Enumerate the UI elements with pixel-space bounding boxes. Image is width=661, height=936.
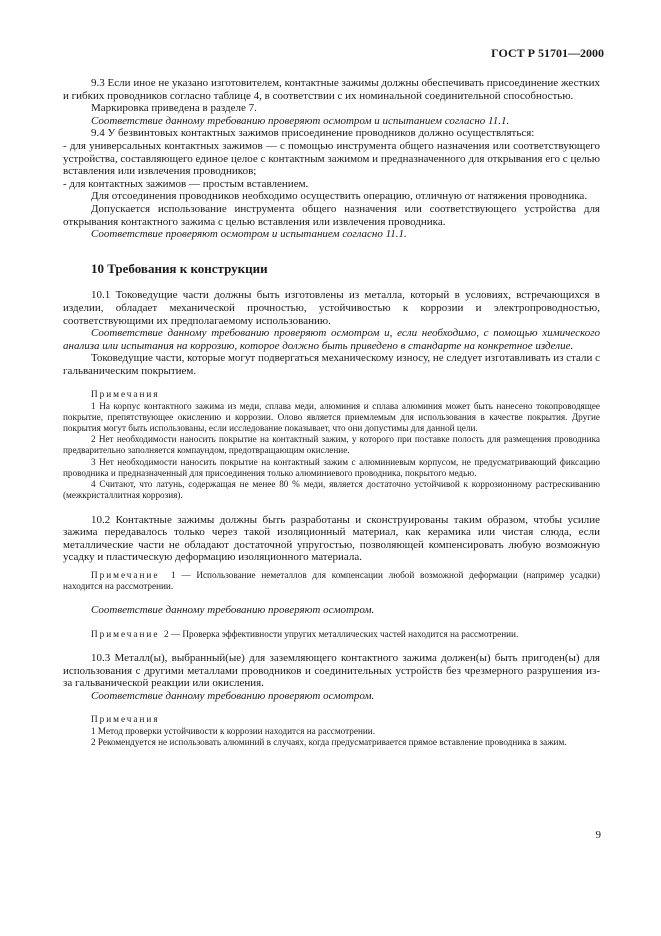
list-item-simple: - для контактных зажимов — простым вставлением. bbox=[63, 177, 309, 190]
note-inline bbox=[63, 570, 600, 592]
clause-10-1: 10.1 Токоведущие части должны быть изготовлены из металла, который в условиях, встречающихся в изделии, обладает механической прочностью, устойчивостью к коррозии и электропроводностью, соответствующими их предполагаемому использованию. bbox=[63, 289, 600, 327]
page-number: 9 bbox=[595, 829, 601, 841]
clause-9-3: 9.3 Если иное не указано изготовителем, контактные зажимы должны обеспечивать присоединение жестких и гибких проводников согласно таблице 4, в соответствии с их номинальной соединительной способностью. bbox=[63, 77, 600, 102]
note-text: 2 — Проверка эффективности упругих металлических частей находится на рассмотрении. bbox=[164, 628, 519, 639]
compliance-statement: Соответствие проверяют осмотром и испытанием согласно 11.1. bbox=[91, 228, 407, 241]
note-label: Примечание bbox=[91, 569, 160, 580]
note-item: 4 Считают, что латунь, содержащая не менее 80 % меди, является достаточно устойчивой к коррозионному растрескиванию (межкристаллитная коррозия). bbox=[63, 479, 600, 501]
note-item: 1 Метод проверки устойчивости к коррозии находится на рассмотрении. bbox=[91, 725, 375, 736]
clause-10-3: 10.3 Металл(ы), выбранный(ые) для заземляющего контактного зажима должен(ы) быть пригоден(ы) для использования с другими металлами проводников и соединительных устройств без чрезмерного разрушения из-за гальванической реакции или окисления. bbox=[63, 652, 600, 690]
notes-heading: Примечания bbox=[91, 714, 160, 725]
compliance-statement: Соответствие данному требованию проверяют осмотром. bbox=[91, 604, 375, 617]
wear-paragraph: Токоведущие части, которые могут подвергаться механическому износу, не следует изготавливать из стали с гальваническим покрытием. bbox=[63, 352, 600, 377]
marking-reference: Маркировка приведена в разделе 7. bbox=[91, 102, 257, 115]
compliance-statement: Соответствие данному требованию проверяют осмотром. bbox=[91, 689, 375, 702]
list-item-universal: - для универсальных контактных зажимов — с помощью инструмента общего назначения или соответствующего устройства, составляющего единое целое с контактным зажимом и предназначенного для открывания его с целью вставления или извлечения проводников; bbox=[63, 139, 600, 178]
notes-heading: Примечания bbox=[91, 389, 160, 400]
document-id: ГОСТ Р 51701—2000 bbox=[491, 46, 604, 60]
tool-paragraph: Допускается использование инструмента общего назначения или соответствующего устройства для открывания контактного зажима с целью вставления или извлечения проводника. bbox=[63, 202, 600, 228]
clause-10-2: 10.2 Контактные зажимы должны быть разработаны и сконструированы таким образом, чтобы усилие зажима передавалось только через такой изоляционный материал, как керамика или чистая слюда, если металлические части не обладают достаточной упругостью, позволяющей компенсировать любую возможную усадку и пластическую деформацию изоляционного материала. bbox=[63, 513, 600, 564]
disconnection-paragraph: Для отсоединения проводников необходимо осуществить операцию, отличную от натяжения проводника. bbox=[91, 190, 588, 203]
note-item: 2 Рекомендуется не использовать алюминий в случаях, когда предусматривается прямое вставление проводника в зажим. bbox=[91, 736, 567, 747]
note-item: 2 Нет необходимости наносить покрытие на контактный зажим, у которого при поставке полость для размещения проводника предварительно заполняется компаундом, предотвращающим окисление. bbox=[63, 434, 600, 456]
note-inline bbox=[63, 629, 600, 640]
page-content bbox=[63, 77, 600, 748]
clause-9-4: 9.4 У безвинтовых контактных зажимов присоединение проводников должно осуществляться: bbox=[91, 127, 535, 140]
note-item: 1 На корпус контактного зажима из меди, сплава меди, алюминия и сплава алюминия может быть нанесено токопроводящее покрытие, препятствующее окислению и коррозии. Олово является приемлемым для использования в качестве покрытия. Другие покрытия могут быть использованы, если исследование показывает, что они допустимы для данной цели. bbox=[63, 400, 600, 434]
note-text: 1 — Использование неметаллов для компенсации любой возможной деформации (например усадки) находится на рассмотрении. bbox=[63, 569, 600, 592]
section-heading: 10 Требования к конструкции bbox=[91, 260, 268, 276]
note-item: 3 Нет необходимости наносить покрытие на контактный зажим с алюминиевым корпусом, не предусматривающий фиксацию проводника и предназначенный для присоединения только алюминиевого проводника, покрытого медью. bbox=[63, 456, 600, 478]
compliance-statement: Соответствие данному требованию проверяют осмотром и испытанием согласно 11.1. bbox=[91, 114, 510, 127]
compliance-statement: Соответствие данному требованию проверяют осмотром и, если необходимо, с помощью химического анализа или испытания на коррозию, которое должно быть приведено в стандарте на конкретное изделие. bbox=[63, 327, 600, 352]
note-label: Примечание bbox=[91, 628, 160, 639]
